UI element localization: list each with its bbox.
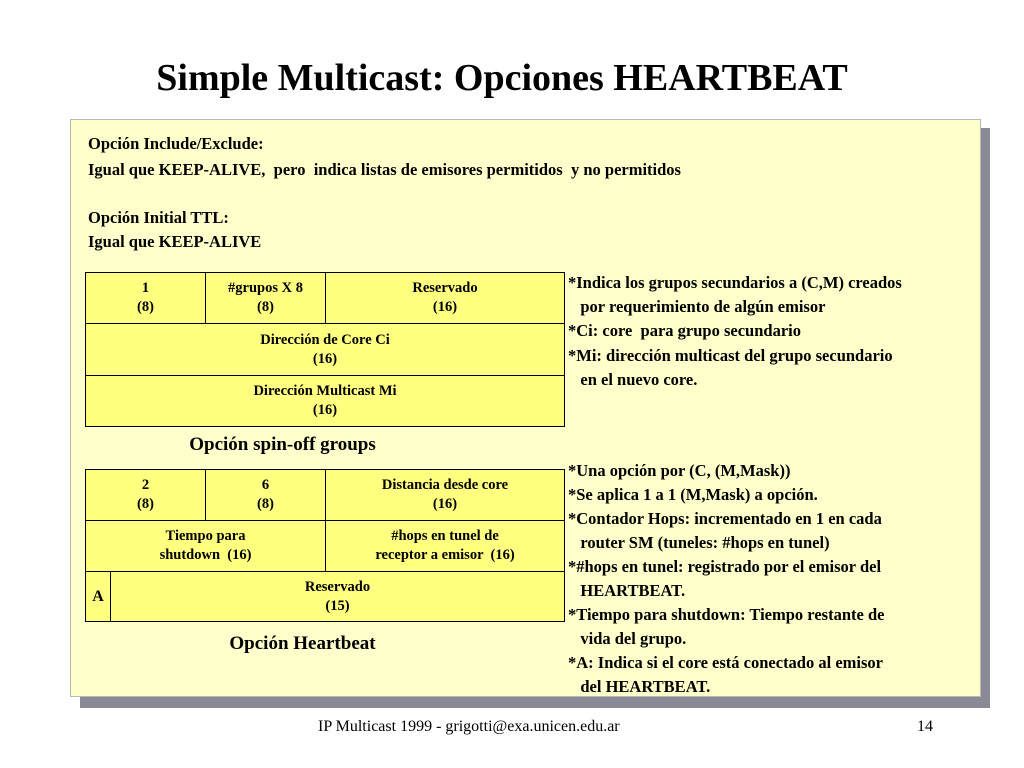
heartbeat-note: *#hops en tunel: registrado por el emisor del [568, 557, 882, 576]
spinoff-field-reserved-label: Reservado [412, 280, 478, 296]
intro-line-1: Opción Include/Exclude: [88, 134, 264, 153]
spinoff-field-core [86, 324, 565, 376]
heartbeat-field-shutdown-label: Tiempo para [165, 528, 246, 544]
spinoff-packet-table [85, 272, 565, 427]
spinoff-caption: Opción spin-off groups [189, 434, 376, 455]
heartbeat-field-distance-label: Distancia desde core [381, 477, 509, 493]
spinoff-field-core-label: Dirección de Core Ci [260, 331, 390, 348]
heartbeat-note: router SM (tuneles: #hops en tunel) [568, 533, 830, 552]
heartbeat-field-length-size: (8) [257, 496, 274, 512]
spinoff-note: en el nuevo core. [568, 370, 698, 389]
spinoff-field-groups-size: (8) [257, 299, 274, 315]
spinoff-field-groups-label: #grupos X 8 [228, 280, 303, 296]
heartbeat-field-reserved-size: (15) [325, 597, 350, 614]
heartbeat-field-hops-label: #hops en tunel de [391, 528, 499, 544]
heartbeat-field-distance [326, 470, 565, 521]
heartbeat-note: *Una opción por (C, (M,Mask)) [568, 461, 791, 480]
heartbeat-note: del HEARTBEAT. [568, 677, 711, 696]
heartbeat-field-distance-size: (16) [432, 496, 458, 512]
spinoff-field-core-size: (16) [312, 350, 338, 367]
spinoff-field-1 [86, 273, 206, 324]
heartbeat-field-reserved-label: Reservado [304, 578, 371, 595]
spinoff-field-1-label: 1 [141, 280, 150, 296]
footer-text: IP Multicast 1999 - grigotti@exa.unicen.edu.ar [318, 718, 620, 735]
heartbeat-note: HEARTBEAT. [568, 581, 686, 600]
spinoff-field-multicast [86, 376, 565, 427]
heartbeat-field-hops [326, 521, 565, 572]
heartbeat-caption: Opción Heartbeat [229, 633, 376, 654]
intro-line-4: Igual que KEEP-ALIVE [88, 232, 262, 251]
heartbeat-field-type-size: (8) [137, 496, 154, 512]
spinoff-note: *Ci: core para grupo secundario [568, 321, 801, 340]
heartbeat-field-shutdown [86, 521, 326, 572]
heartbeat-field-reserved [111, 572, 565, 622]
spinoff-note: *Mi: dirección multicast del grupo secundario [568, 346, 893, 365]
page-number: 14 [917, 718, 933, 735]
spinoff-note: por requerimiento de algún emisor [568, 297, 826, 316]
heartbeat-field-shutdown-size: shutdown (16) [159, 547, 252, 563]
heartbeat-note: vida del grupo. [568, 629, 687, 648]
spinoff-field-1-size: (8) [137, 299, 154, 315]
spinoff-field-multicast-label: Dirección Multicast Mi [253, 383, 397, 399]
slide-title: Simple Multicast: Opciones HEARTBEAT [156, 57, 848, 99]
heartbeat-note: *A: Indica si el core está conectado al emisor [568, 653, 883, 672]
heartbeat-field-length-label: 6 [261, 477, 270, 493]
heartbeat-field-type [86, 470, 206, 521]
intro-line-3: Opción Initial TTL: [88, 208, 229, 227]
heartbeat-field-length [206, 470, 326, 521]
spinoff-field-reserved-size: (16) [432, 299, 458, 315]
heartbeat-note: *Se aplica 1 a 1 (M,Mask) a opción. [568, 485, 818, 504]
spinoff-field-reserved [326, 273, 565, 324]
heartbeat-field-flag-a: A [86, 572, 111, 622]
spinoff-field-groups [206, 273, 326, 324]
heartbeat-note: *Contador Hops: incrementado en 1 en cada [568, 509, 882, 528]
heartbeat-packet-table [85, 469, 565, 622]
heartbeat-note: *Tiempo para shutdown: Tiempo restante de [568, 605, 885, 624]
spinoff-note: *Indica los grupos secundarios a (C,M) creados [568, 273, 902, 292]
spinoff-field-multicast-size: (16) [312, 402, 338, 418]
intro-line-2: Igual que KEEP-ALIVE, pero indica listas de emisores permitidos y no permitidos [88, 160, 681, 179]
heartbeat-field-hops-size: receptor a emisor (16) [375, 547, 515, 563]
heartbeat-field-type-label: 2 [141, 477, 150, 493]
